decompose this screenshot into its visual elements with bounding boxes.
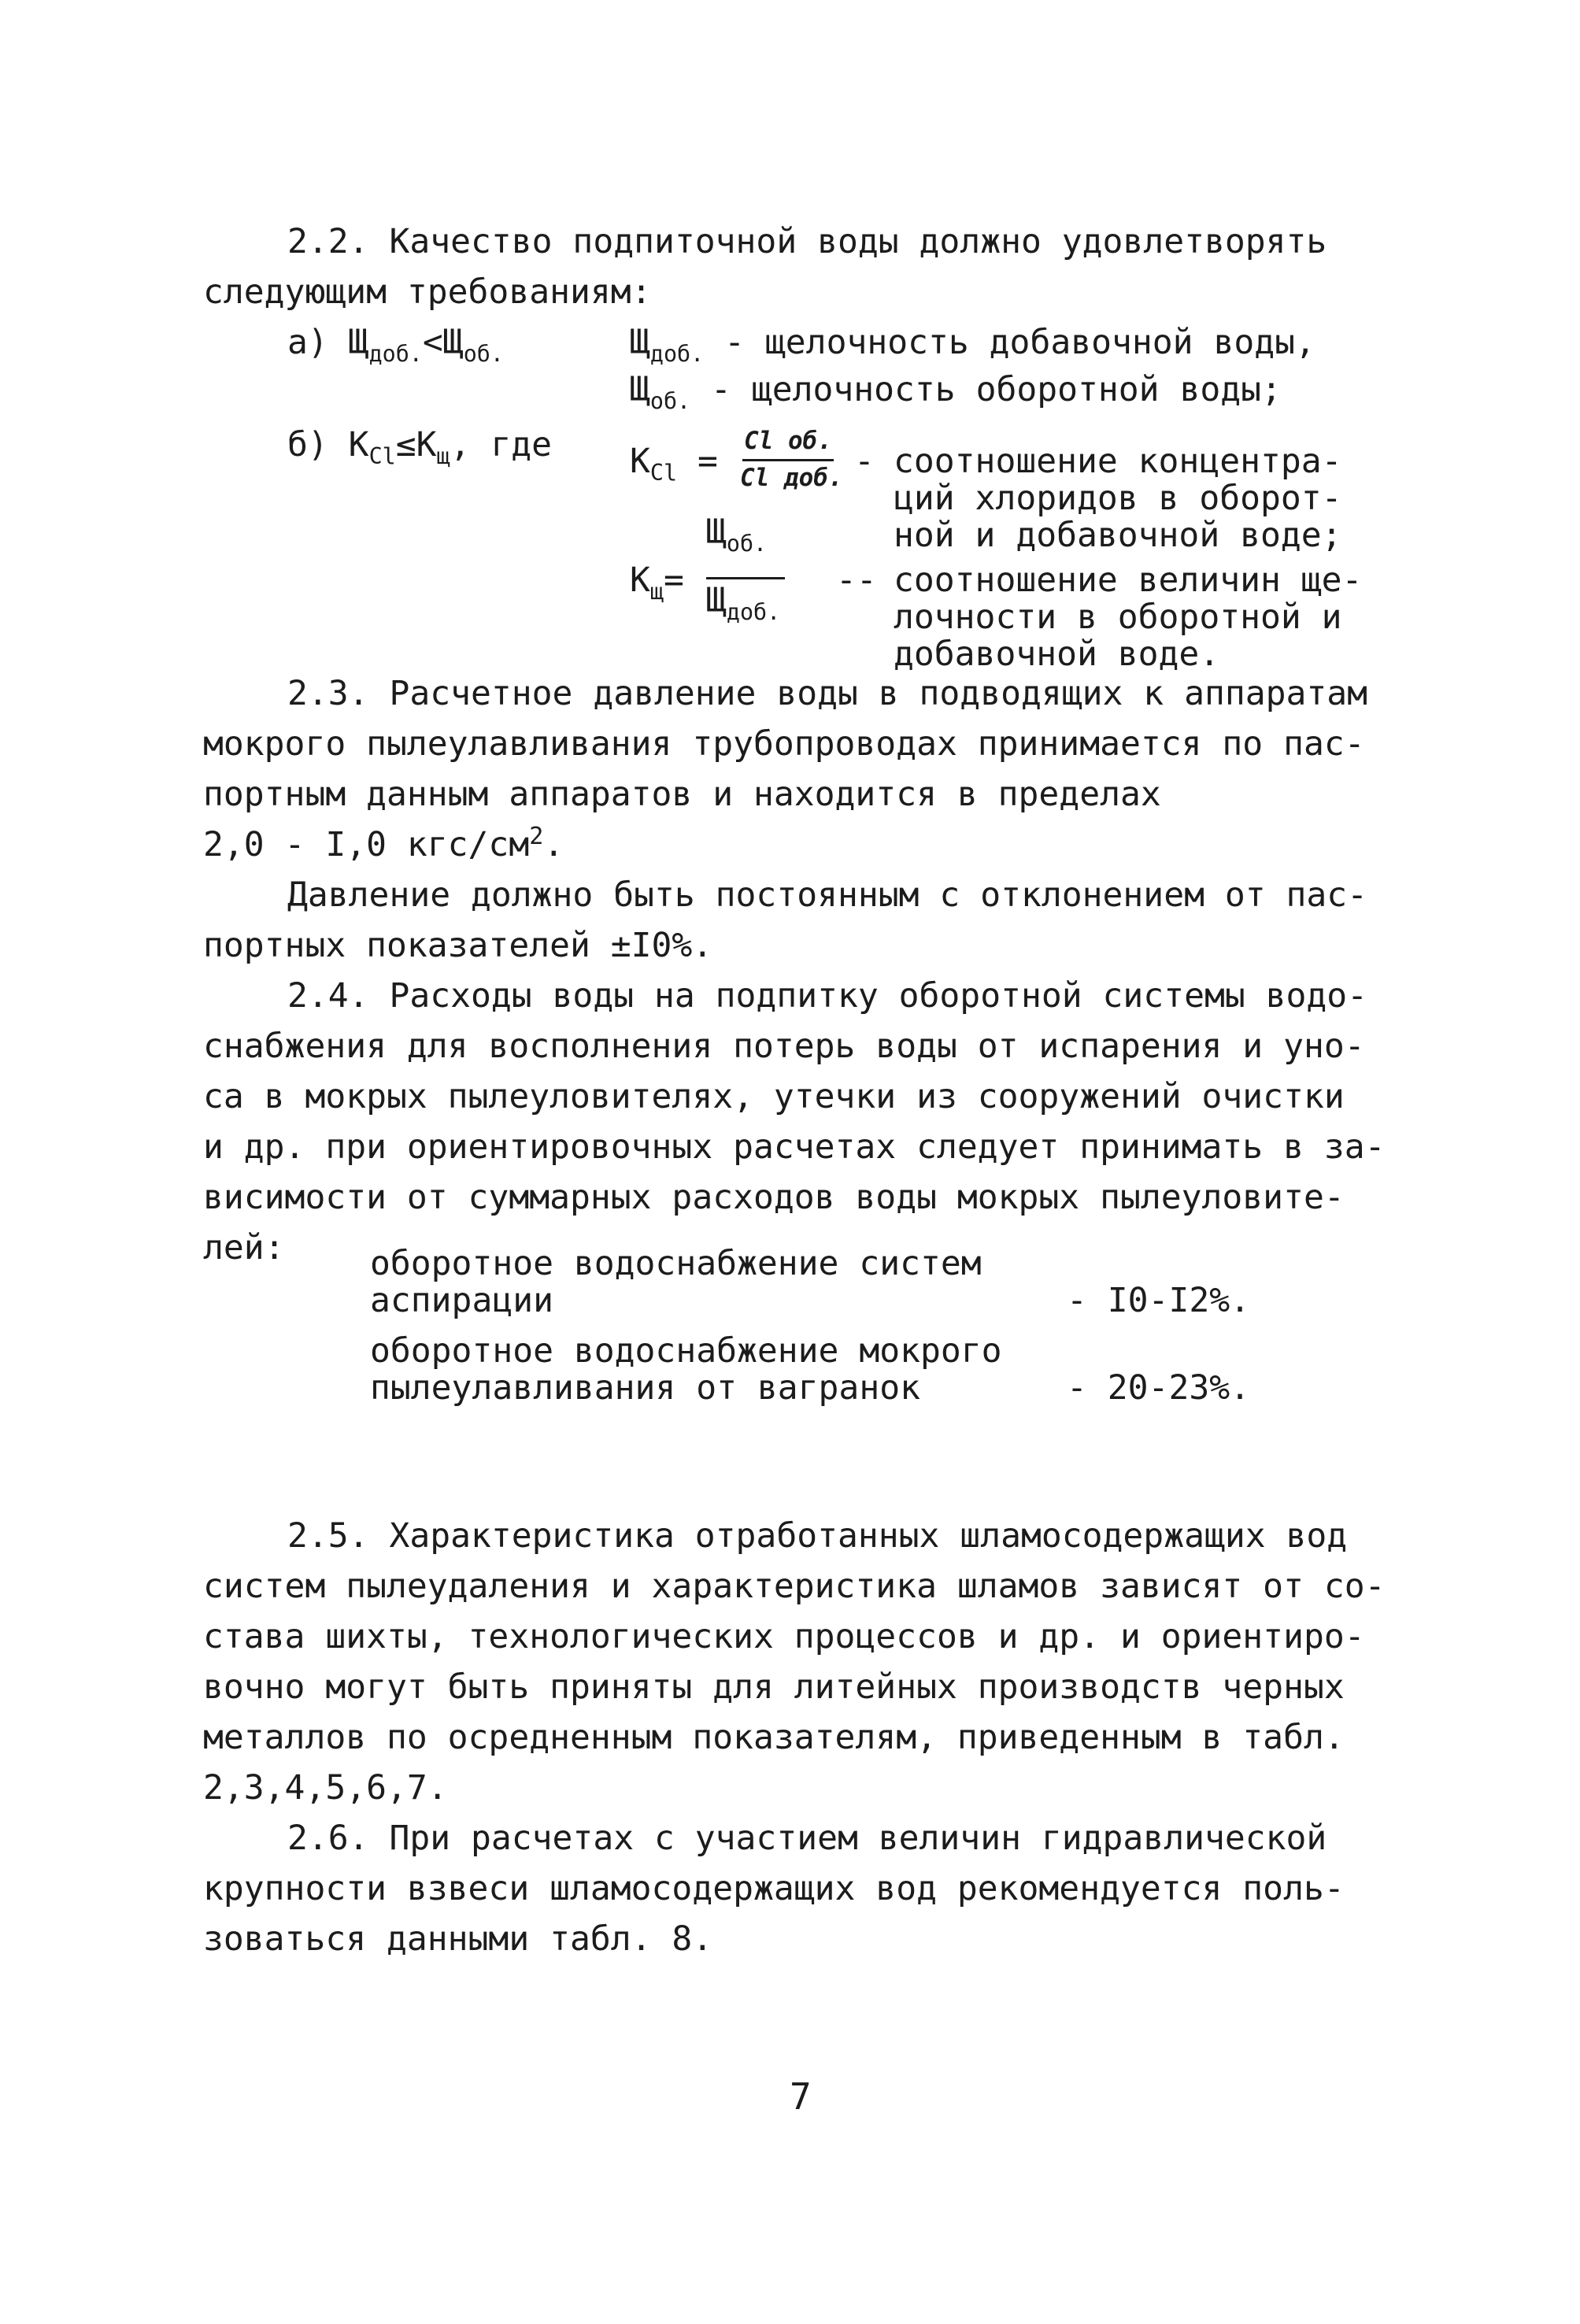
kcl-denominator: Cl доб. [740,464,843,492]
sec24-line-4: и др. при ориентировочных расчетах следует принимать в за- [203,1127,1386,1167]
kcl-desc-3: ной и добавочной воде; [894,516,1342,555]
sec26-line-3: зоваться данными табл. 8. [203,1919,713,1959]
sec25-line-5: металлов по осредненным показателям, приведенным в табл. [203,1718,1345,1757]
consumption-row-2-line-1: оборотное водоснабжение мокрого [370,1331,1002,1371]
sec23-tolerance-line: портных показателей ±I0%. [203,926,713,965]
sec24-line-1: 2.4. Расходы воды на подпитку оборотной системы водо- [287,976,1368,1016]
sec25-line-4: вочно могут быть приняты для литейных производств черных [203,1667,1345,1707]
kcl-lhs: $К_{Cl}$ = [630,442,718,486]
kshch-desc-1: соотношение величин ще- [894,561,1363,600]
sec23-pressure-paragraph: Давление должно быть постоянным с отклонением от пас- [287,875,1368,915]
kshch-numerator: $Щ_{об.}$ [706,513,768,557]
sec25-line-1: 2.5. Характеристика отработанных шламосодержащих вод [287,1516,1348,1556]
kshch-desc-3: добавочной воде. [894,635,1220,674]
consumption-row-2-value: - 20-23%. [1067,1368,1250,1408]
condition-b: б) $К_{Cl}\le К_щ$, где [287,425,553,469]
def-alkalinity-added: $Щ_{доб.}$ - щелочность добавочной воды, [630,323,1315,367]
def-alkalinity-circulating: $Щ_{об.}$ - щелочность оборотной воды; [630,370,1282,414]
sec24-line-3: са в мокрых пылеуловителях, утечки из сооружений очистки [203,1077,1345,1116]
kcl-numerator: Cl об. [744,427,832,455]
consumption-row-1-line-1: оборотное водоснабжение систем [370,1244,982,1283]
sec25-line-6: 2,3,4,5,6,7. [203,1768,448,1808]
kcl-desc-2: ций хлоридов в оборот- [894,479,1342,518]
sec24-line-5: висимости от суммарных расходов воды мокрых пылеуловите- [203,1178,1345,1217]
sec26-line-1: 2.6. При расчетах с участием величин гидравлической [287,1819,1327,1858]
sec22-line-1: 2.2. Качество подпиточной воды должно удовлетворять [287,222,1327,261]
sec23-line-3: портным данным аппаратов и находится в пределах [203,775,1161,814]
sec24-line-2: снабжения для восполнения потерь воды от испарения и уно- [203,1027,1365,1066]
sec25-line-3: става шихты, технологических процессов и др. и ориентиро- [203,1617,1365,1656]
kshch-denominator: $Щ_{доб.}$ [706,581,781,625]
kshch-lhs: $К_щ=$ [630,561,684,605]
page-number: 7 [790,2075,812,2118]
kshch-fraction-bar [706,577,785,579]
condition-a: а) $Щ_{доб.}<Щ_{об.}$ [287,323,504,367]
sec22-line-2: следующим требованиям: [203,272,652,312]
consumption-row-1-line-2: аспирации [370,1281,553,1320]
kcl-dash: - [854,442,875,481]
sec23-line-1: 2.3. Расчетное давление воды в подводящих к аппаратам [287,674,1368,713]
consumption-row-1-value: - I0-I2%. [1067,1281,1250,1320]
sec23-line-2: мокрого пылеулавливания трубопроводах принимается по пас- [203,724,1365,764]
kshch-dash: -- [836,561,877,600]
sec26-line-2: крупности взвеси шламосодержащих вод рекомендуется поль- [203,1869,1345,1908]
kshch-desc-2: лочности в оборотной и [894,598,1342,637]
sec24-line-6: лей: [203,1228,285,1267]
kcl-fraction-bar [742,459,834,461]
sec25-line-2: систем пылеудаления и характеристика шламов зависят от со- [203,1567,1386,1606]
consumption-row-2-line-2: пылеулавливания от вагранок [370,1368,920,1408]
sec23-pressure-range: 2,0 - I,0 кгс/$см^2$. [203,822,564,864]
kcl-desc-1: соотношение концентра- [894,442,1342,481]
